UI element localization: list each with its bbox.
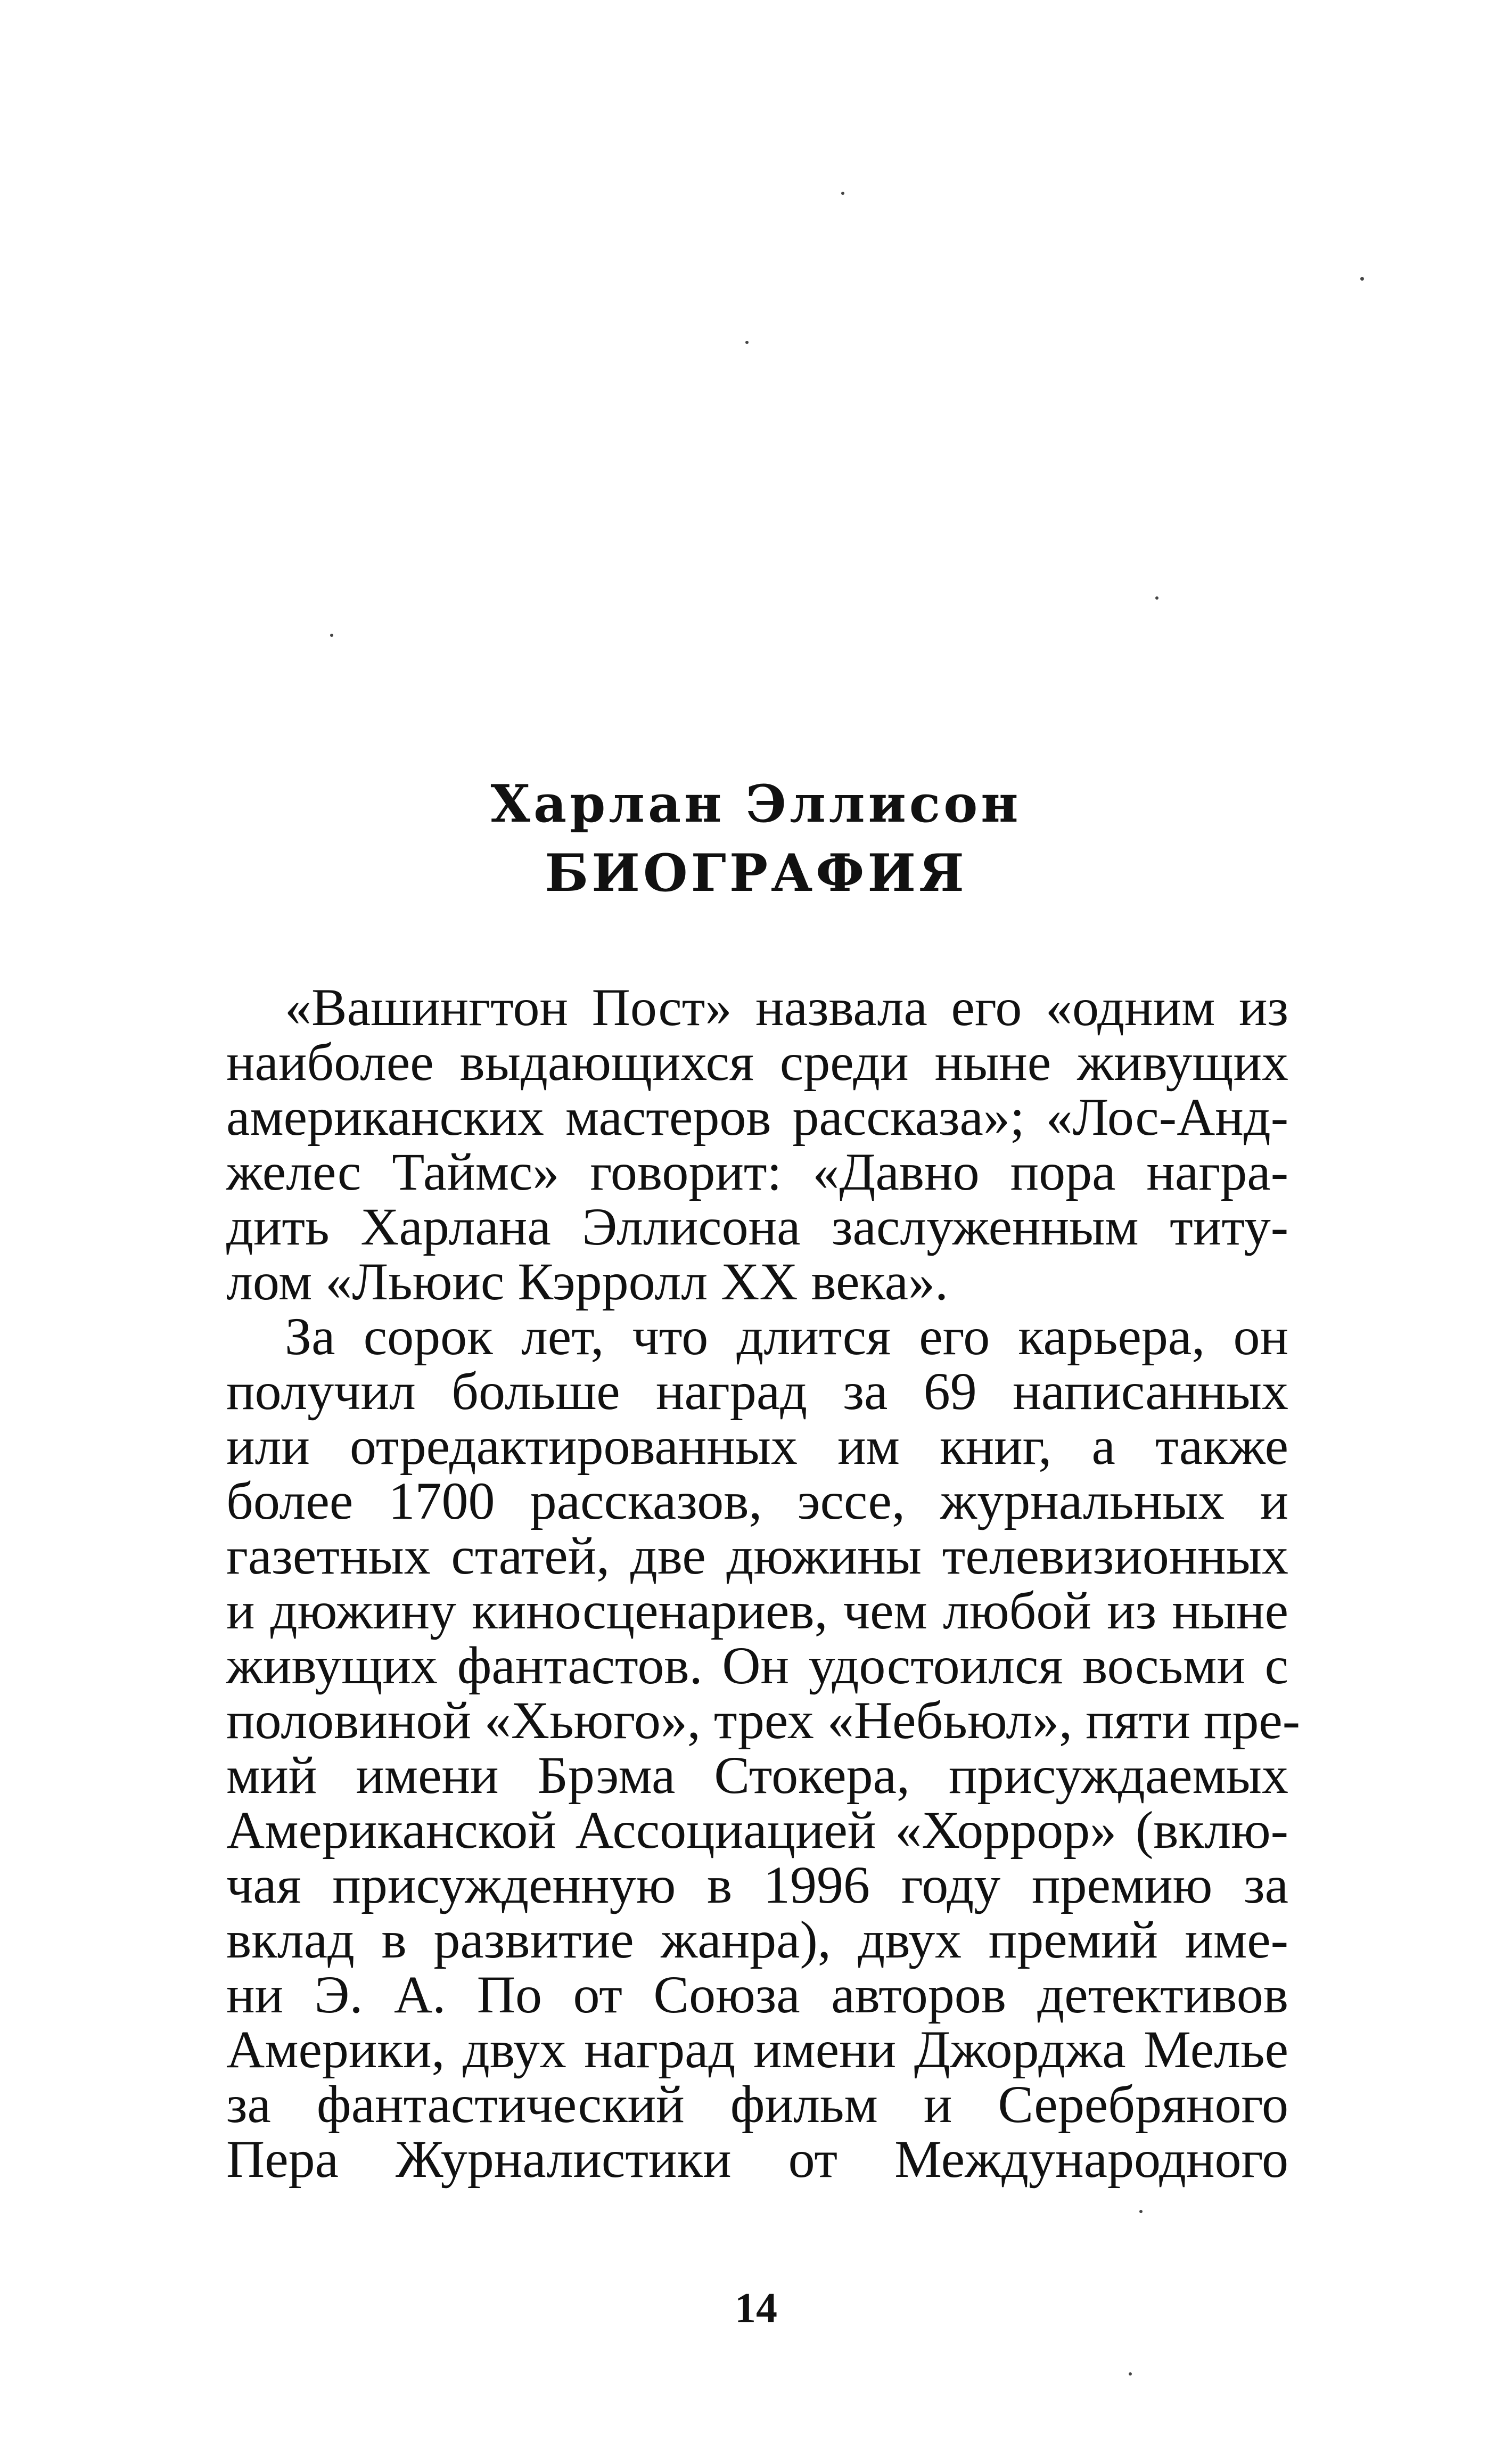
text-line: американских мастеров рассказа»; «Лос-Анд-: [226, 1087, 1288, 1146]
scan-speck: [330, 634, 333, 637]
scan-speck: [1360, 277, 1364, 281]
text-line: вклад в развитие жанра), двух премий име-: [226, 1910, 1288, 1969]
text-line: «Вашингтон Пост» назвала его «одним из: [285, 978, 1288, 1037]
author-name: Харлан Эллисон: [490, 774, 1022, 834]
page-number: 14: [735, 2285, 777, 2332]
text-line: за фантастический фильм и Серебряного: [226, 2075, 1288, 2134]
scan-speck: [1155, 596, 1158, 600]
text-line: и дюжину киносценариев, чем любой из ныне: [226, 1581, 1288, 1640]
text-line: или отредактированных им книг, а также: [226, 1416, 1288, 1476]
paragraph-1: [226, 980, 1288, 1309]
text-line: ни Э. А. По от Союза авторов детективов: [226, 1965, 1288, 2024]
scan-speck: [1129, 2372, 1132, 2376]
scan-speck: [841, 192, 844, 195]
chapter-title: БИОГРАФИЯ: [545, 843, 967, 903]
text-line: чая присужденную в 1996 году премию за: [226, 1855, 1288, 1914]
chapter-header: [224, 772, 1288, 905]
text-line: Американской Ассоциацией «Хоррор» (вклю-: [226, 1800, 1288, 1860]
paragraph-2: [226, 1307, 1301, 2189]
text-line: более 1700 рассказов, эссе, журнальных и: [226, 1471, 1288, 1530]
scan-speck: [745, 341, 749, 344]
body-text: [226, 978, 1301, 2189]
text-line: лом «Льюис Кэрролл XX века».: [226, 1252, 949, 1311]
text-line: наиболее выдающихся среди ныне живущих: [226, 1033, 1288, 1092]
text-line: половиной «Хьюго», трех «Небьюл», пяти пре-: [226, 1691, 1301, 1750]
text-line: живущих фантастов. Он удостоился восьми с: [226, 1636, 1288, 1695]
text-line: За сорок лет, что длится его карьера, он: [285, 1307, 1288, 1366]
scan-speck: [1139, 2210, 1143, 2213]
text-line: Пера Журналистики от Международного: [226, 2129, 1288, 2189]
text-line: дить Харлана Эллисона заслуженным титу-: [226, 1197, 1288, 1256]
text-line: желес Таймс» говорит: «Давно пора награ-: [226, 1142, 1288, 1201]
text-line: газетных статей, две дюжины телевизионных: [226, 1526, 1288, 1585]
text-line: получил больше наград за 69 написанных: [226, 1362, 1288, 1421]
text-line: Америки, двух наград имени Джорджа Мелье: [226, 2020, 1288, 2079]
text-line: мий имени Брэма Стокера, присуждаемых: [226, 1746, 1288, 1805]
